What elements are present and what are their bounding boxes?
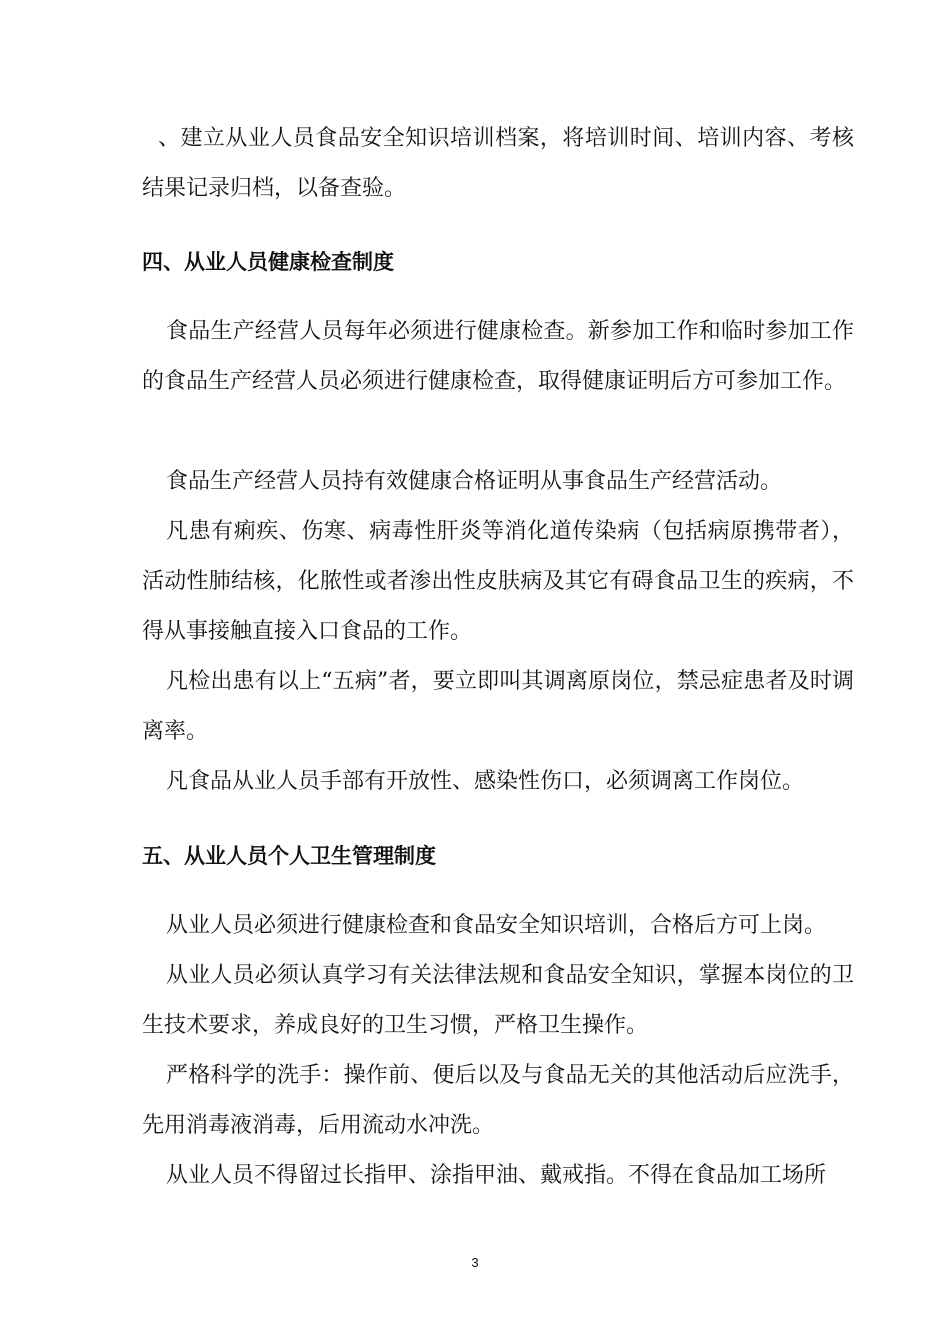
paragraph-training-archive: 、建立从业人员食品安全知识培训档案，将培训时间、培训内容、考核结果记录归档，以备查验。 xyxy=(142,126,854,201)
paragraph-health-certificate: 食品生产经营人员持有效健康合格证明从事食品生产经营活动。 xyxy=(166,469,783,494)
paragraph-hand-washing: 严格科学的洗手：操作前、便后以及与食品无关的其他活动后应洗手，先用消毒液消毒，后用流动水冲洗。 xyxy=(142,1063,854,1138)
page-number: 3 xyxy=(471,1255,479,1270)
paragraph-five-diseases: 凡检出患有以上“五病”者，要立即叫其调离原岗位，禁忌症患者及时调离率。 xyxy=(142,669,854,744)
section-heading-personal-hygiene: 五、从业人员个人卫生管理制度 xyxy=(142,844,436,868)
paragraph-nails-rings: 从业人员不得留过长指甲、涂指甲油、戴戒指。不得在食品加工场所 xyxy=(166,1163,827,1188)
paragraph-hand-wounds: 凡食品从业人员手部有开放性、感染性伤口，必须调离工作岗位。 xyxy=(166,769,805,794)
paragraph-training-before-work: 从业人员必须进行健康检查和食品安全知识培训，合格后方可上岗。 xyxy=(166,913,827,938)
paragraph-study-regulations: 从业人员必须认真学习有关法律法规和食品安全知识，掌握本岗位的卫生技术要求，养成良好的卫生习惯，严格卫生操作。 xyxy=(142,963,854,1038)
paragraph-annual-health-check: 食品生产经营人员每年必须进行健康检查。新参加工作和临时参加工作的食品生产经营人员必须进行健康检查，取得健康证明后方可参加工作。 xyxy=(142,319,854,394)
section-heading-health-check: 四、从业人员健康检查制度 xyxy=(142,250,394,274)
paragraph-disease-restriction: 凡患有痢疾、伤寒、病毒性肝炎等消化道传染病（包括病原携带者），活动性肺结核，化脓性或者渗出性皮肤病及其它有碍食品卫生的疾病，不得从事接触直接入口食品的工作。 xyxy=(142,519,854,644)
